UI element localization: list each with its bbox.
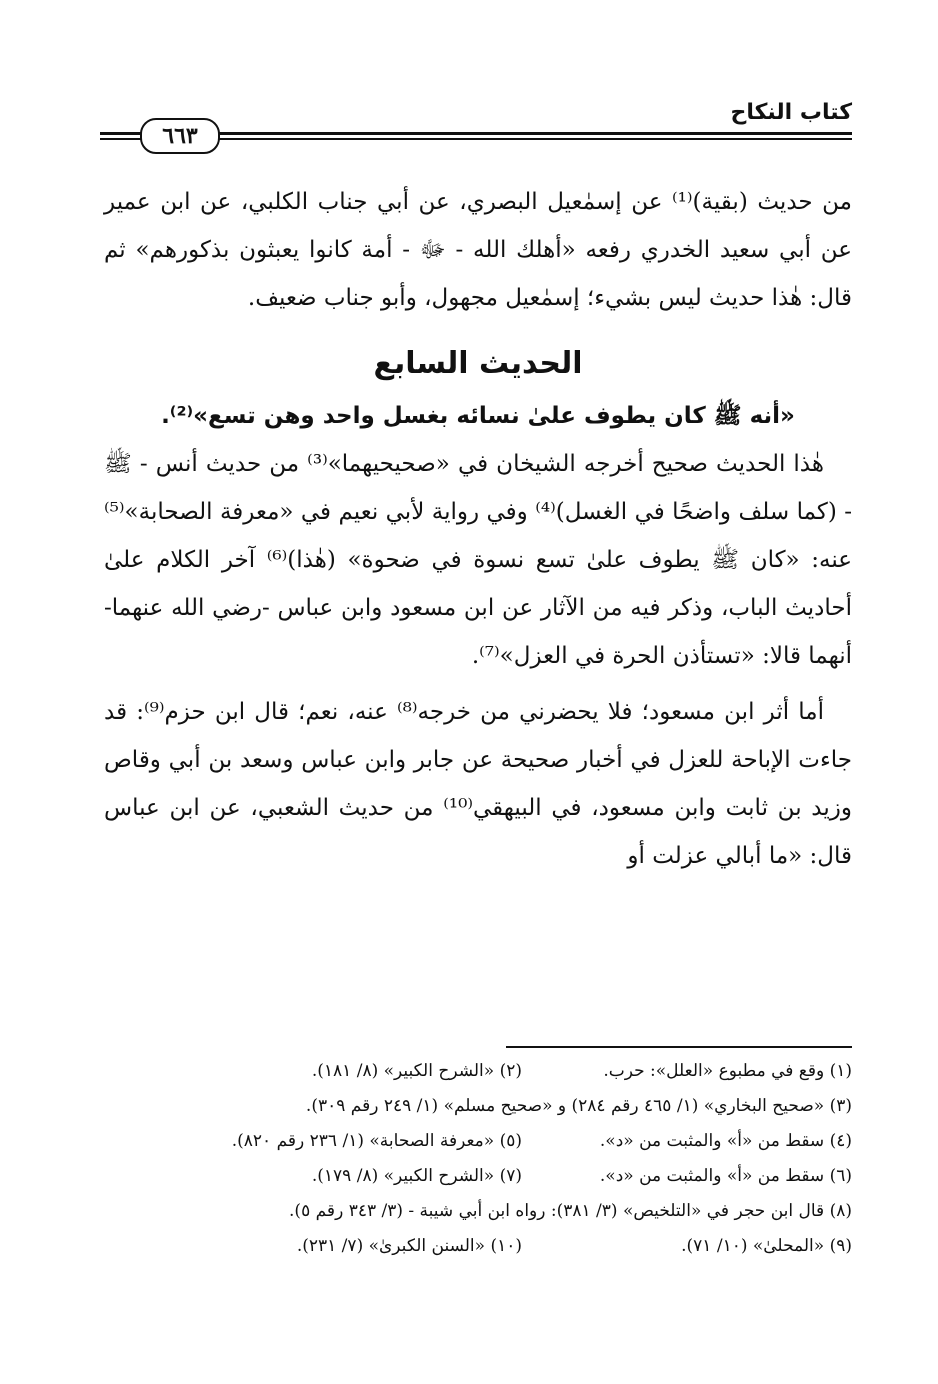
footnote-1: (١) وقع في مطبوع «العلل»: حرب. xyxy=(603,1061,852,1081)
page-header xyxy=(100,100,852,160)
paragraph-3: أما أثر ابن مسعود؛ فلا يحضرني من خرجه⁽⁸⁾ عنه، نعم؛ قال ابن حزم⁽⁹⁾: قد جاءت الإباحة للعزل في أخبار صحيحة عن جابر وابن عباس وسعد بن أبي وقاص وزيد بن ثابت وابن مسعود، في البيهقي⁽¹⁰⁾ من حديث الشعبي، عن ابن عباس قال: «ما أبالي عزلت أو xyxy=(104,699,852,869)
footnote-row xyxy=(104,1229,852,1264)
hadith-text: «أنه ﷺ كان يطوف علىٰ نسائه بغسل واحد وهن تسع»⁽²⁾. xyxy=(161,403,795,429)
paragraph-1: من حديث (بقية)⁽¹⁾ عن إسمٰعيل البصري، عن أبي جناب الكلبي، عن ابن عمير عن أبي سعيد الخدري رفعه «أهلك الله - ﷻ - أمة كانوا يعبثون بذكورهم» ثم قال: هٰذا حديث ليس بشيء؛ إسمٰعيل مجهول، وأبو جناب ضعيف. xyxy=(104,189,852,311)
book-title: كتاب النكاح xyxy=(730,100,852,125)
footnote-9: (٩) «المحلىٰ» (١٠/ ٧١). xyxy=(681,1236,852,1256)
footnotes xyxy=(104,1054,852,1264)
footnote-6: (٦) سقط من «أ» والمثبت من «د». xyxy=(599,1166,852,1186)
footnote-rule xyxy=(506,1046,852,1048)
footnote-10: (١٠) «السنن الكبرىٰ» (٧/ ٢٣١). xyxy=(296,1236,522,1256)
footnote-4: (٤) سقط من «أ» والمثبت من «د». xyxy=(599,1131,852,1151)
footnote-row xyxy=(104,1159,852,1194)
footnote-5: (٥) «معرفة الصحابة» (١/ ٢٣٦ رقم ٨٢٠). xyxy=(231,1131,522,1151)
main-text xyxy=(104,178,852,880)
page-number: ٦٦٣ xyxy=(140,118,220,154)
footnote-7: (٧) «الشرح الكبير» (٨/ ١٧٩). xyxy=(311,1166,522,1186)
footnote-3: (٣) «صحيح البخاري» (١/ ٤٦٥ رقم ٢٨٤) و «صحيح مسلم» (١/ ٢٤٩ رقم ٣٠٩). xyxy=(305,1096,852,1116)
footnote-row xyxy=(104,1054,852,1089)
paragraph-2: هٰذا الحديث صحيح أخرجه الشيخان في «صحيحيهما»⁽³⁾ من حديث أنس - ﷺ - (كما سلف واضحًا في الغسل)⁽⁴⁾ وفي رواية لأبي نعيم في «معرفة الصحابة»⁽⁵⁾ عنه: «كان ﷺ يطوف علىٰ تسع نسوة في ضحوة» (هٰذا)⁽⁶⁾ آخر الكلام علىٰ أحاديث الباب، وذكر فيه من الآثار عن ابن مسعود وابن عباس -رضي الله عنهما- أنهما قالا: «تستأذن الحرة في العزل»⁽⁷⁾. xyxy=(104,451,852,669)
section-heading: الحديث السابع xyxy=(373,346,583,381)
footnote-row xyxy=(104,1124,852,1159)
footnote-2: (٢) «الشرح الكبير» (٨/ ١٨١). xyxy=(311,1061,522,1081)
footnote-8: (٨) قال ابن حجر في «التلخيص» (٣/ ٣٨١): رواه ابن أبي شيبة - (٣/ ٣٤٣ رقم ٥). xyxy=(289,1201,852,1221)
